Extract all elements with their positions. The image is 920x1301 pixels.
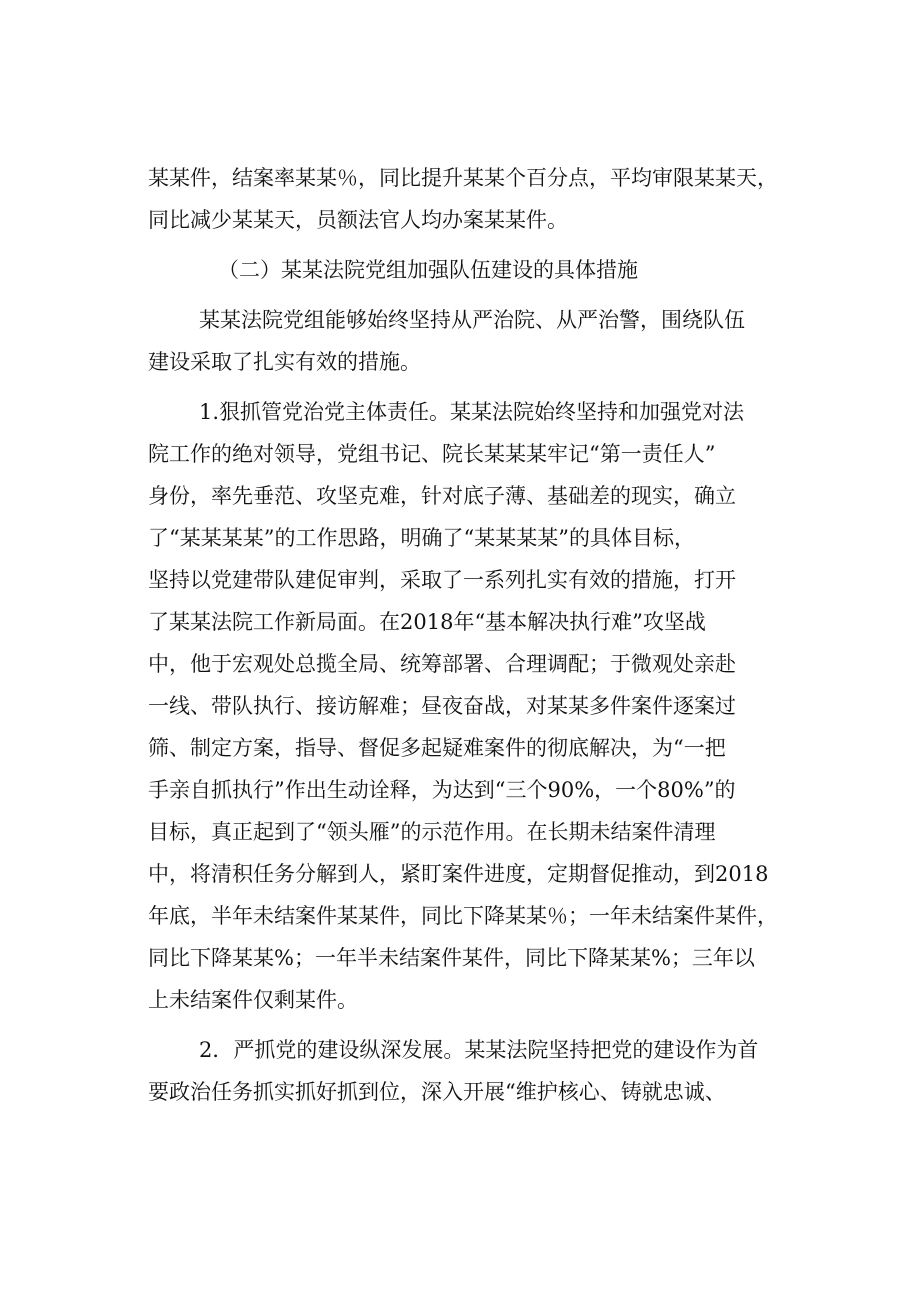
body-line: 同比下降某某%；一年半未结案件某件，同比下降某某%；三年以 (148, 946, 755, 970)
body-line: 同比减少某某天，员额法官人均办案某某件。 (148, 208, 568, 232)
body-line: 一线、带队执行、接访解难；昼夜奋战，对某某多件案件逐案过 (148, 694, 736, 718)
body-line: 上未结案件仅剩某件。 (148, 988, 358, 1012)
paragraph-start-line: 某某法院党组能够始终坚持从严治院、从严治警，围绕队伍 (199, 308, 745, 332)
body-line: 中，将清积任务分解到人，紧盯案件进度，定期督促推动，到2018 (148, 862, 769, 886)
numbered-item-2-line: 2．严抓党的建设纵深发展。某某法院坚持把党的建设作为首 (199, 1038, 759, 1062)
section-heading: （二）某某法院党组加强队伍建设的具体措施 (218, 258, 638, 282)
body-line: 某某件，结案率某某％，同比提升某某个百分点，平均审限某某天， (148, 166, 778, 190)
numbered-item-1-line: 1.狠抓管党治党主体责任。某某法院始终坚持和加强党对法 (199, 400, 745, 424)
body-line: 中，他于宏观处总揽全局、统筹部署、合理调配；于微观处亲赴 (148, 652, 736, 676)
body-line: 了“某某某某”的工作思路，明确了“某某某某”的具体目标， (148, 526, 695, 550)
body-line: 手亲自抓执行”作出生动诠释，为达到“三个90%，一个80%”的 (148, 778, 736, 802)
document-body (148, 157, 808, 1113)
body-line: 院工作的绝对领导，党组书记、院长某某某牢记“第一责任人” (148, 442, 716, 466)
body-line: 建设采取了扎实有效的措施。 (148, 350, 421, 374)
body-line: 坚持以党建带队建促审判，采取了一系列扎实有效的措施，打开 (148, 568, 736, 592)
body-line: 身份，率先垂范、攻坚克难，针对底子薄、基础差的现实，确立 (148, 484, 736, 508)
body-line: 筛、制定方案，指导、督促多起疑难案件的彻底解决，为“一把 (148, 736, 726, 760)
body-line: 目标，真正起到了“领头雁”的示范作用。在长期未结案件清理 (148, 820, 716, 844)
body-line: 要政治任务抓实抓好抓到位，深入开展“维护核心、铸就忠诚、 (148, 1080, 726, 1104)
body-line: 年底，半年未结案件某某件，同比下降某某％；一年未结案件某件， (148, 904, 778, 928)
body-line: 了某某法院工作新局面。在2018年“基本解决执行难”攻坚战 (148, 610, 706, 634)
